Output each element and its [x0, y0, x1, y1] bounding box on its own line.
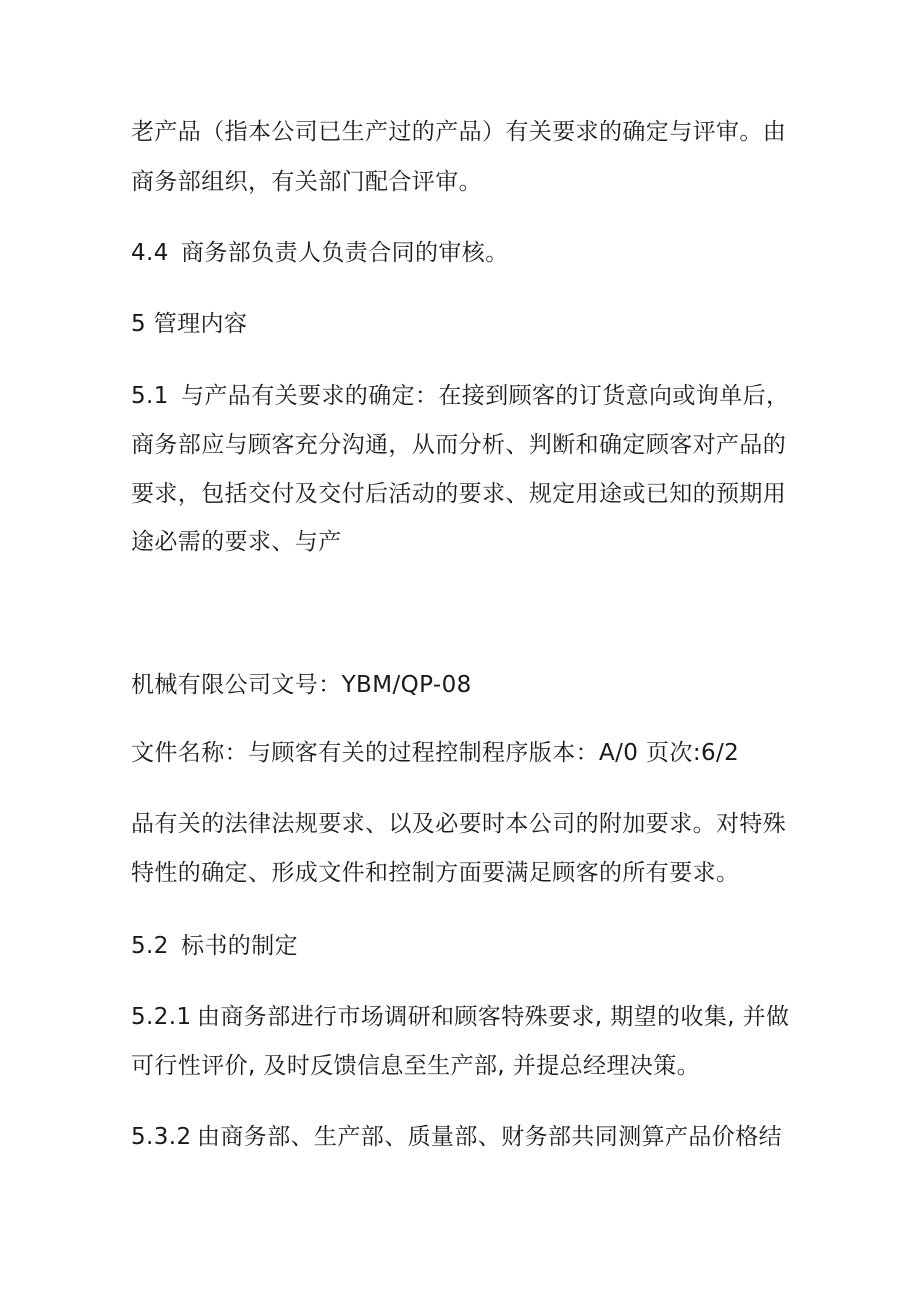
- paragraph-line: 商务部应与顾客充分沟通，从而分析、判断和确定顾客对产品的: [131, 432, 787, 458]
- paragraph-line: 可行性评价, 及时反馈信息至生产部, 并提总经理决策。: [131, 1053, 701, 1079]
- paragraph-line: 特性的确定、形成文件和控制方面要满足顾客的所有要求。: [131, 860, 740, 886]
- section-5-2-1: [131, 1002, 789, 1032]
- section-4-4: [131, 238, 509, 268]
- section-heading: 5 管理内容: [131, 311, 248, 337]
- paragraph-line: 老产品（指本公司已生产过的产品）有关要求的确定与评审。由: [131, 119, 787, 145]
- paragraph-line: 商务部组织，有关部门配合评审。: [131, 169, 482, 195]
- section-number: 5.2: [131, 933, 169, 959]
- section-text: 由商务部、生产部、质量部、财务部共同测算产品价格结: [197, 1124, 782, 1150]
- section-number: 5.2.1: [131, 1004, 192, 1030]
- section-5-3-2: [131, 1122, 782, 1152]
- section-5-2: [131, 931, 298, 961]
- section-number: 5.3.2: [131, 1124, 192, 1150]
- paragraph-line: 品有关的法律法规要求、以及必要时本公司的附加要求。对特殊: [131, 811, 787, 837]
- paragraph-line: 要求，包括交付及交付后活动的要求、规定用途或已知的预期用: [131, 481, 787, 507]
- section-text: 商务部负责人负责合同的审核。: [181, 240, 509, 266]
- document-number: 机械有限公司文号：YBM/QP-08: [131, 672, 472, 698]
- section-text: 与产品有关要求的确定：在接到顾客的订货意向或询单后，: [181, 383, 790, 409]
- paragraph-line: 途必需的要求、与产: [131, 529, 342, 555]
- section-number: 4.4: [131, 240, 169, 266]
- section-text: 由商务部进行市场调研和顾客特殊要求, 期望的收集, 并做: [197, 1004, 790, 1030]
- document-name: 文件名称：与顾客有关的过程控制程序版本：A/0 页次:6/2: [131, 740, 740, 766]
- section-number: 5.1: [131, 383, 169, 409]
- section-text: 标书的制定: [181, 933, 298, 959]
- section-5-1: [131, 381, 789, 411]
